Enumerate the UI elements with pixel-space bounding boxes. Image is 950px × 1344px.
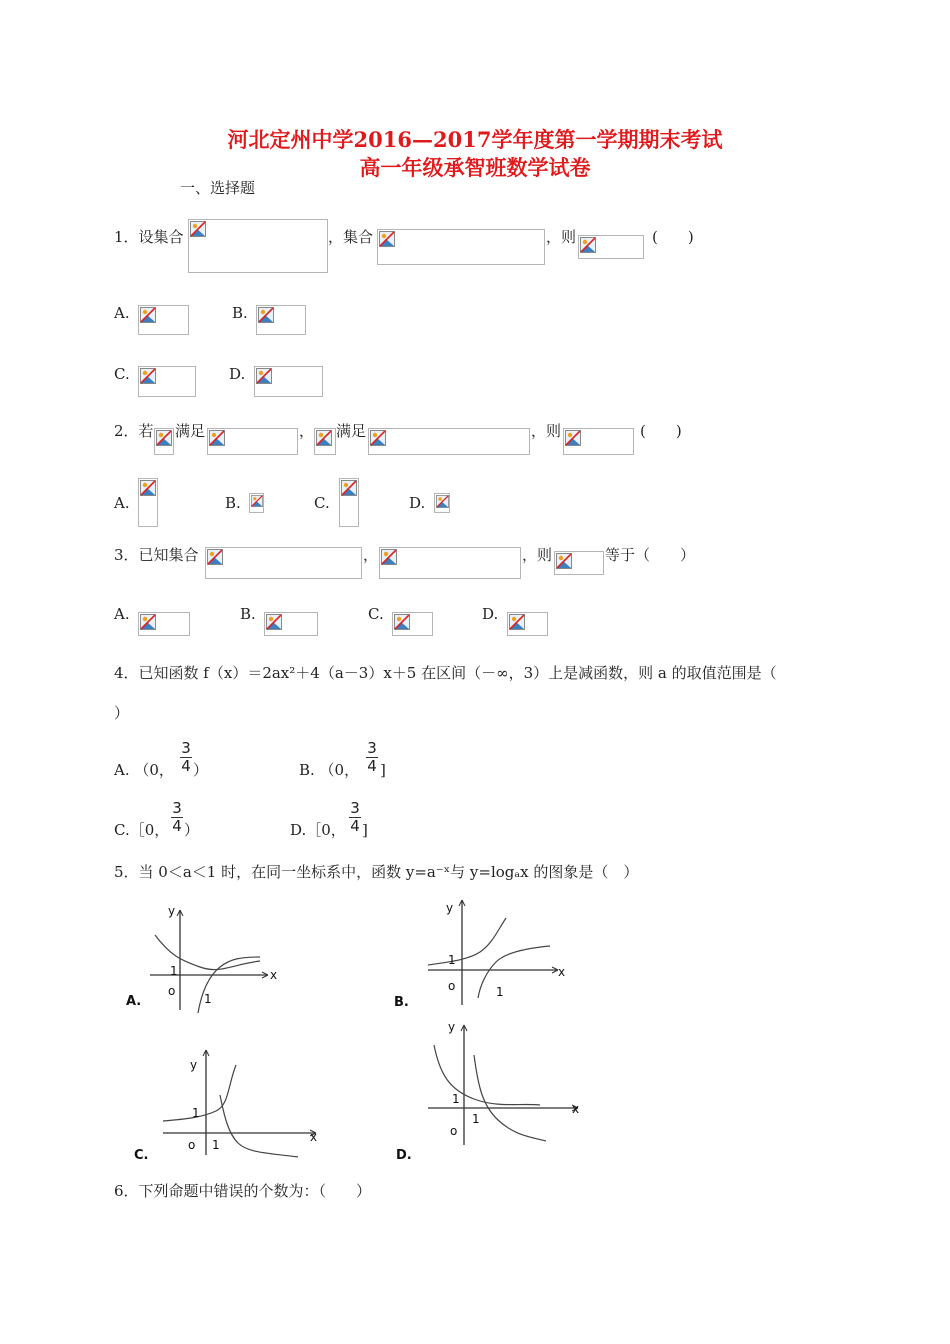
q2-text-1: 2．若 — [114, 422, 154, 440]
q2-option-d: D. — [409, 494, 426, 512]
axis-y-label: y — [190, 1058, 198, 1072]
q2-text-2: 满足 — [175, 422, 206, 440]
formula-image — [254, 366, 323, 397]
formula-image — [264, 612, 318, 636]
section-heading: 一、选择题 — [180, 179, 256, 197]
fraction-three-quarters — [348, 800, 362, 835]
q3-option-d: D. — [482, 605, 499, 623]
tick-one-x: 1 — [472, 1112, 480, 1126]
tick-one-y: 1 — [448, 953, 456, 967]
q1-text-1: 1．设集合 — [114, 228, 184, 246]
formula-image — [256, 305, 306, 335]
denominator: 4 — [172, 817, 182, 835]
origin-label: o — [448, 979, 456, 993]
q2-text-3: ， — [299, 422, 315, 440]
formula-image — [379, 547, 521, 579]
axis-y-label: y — [446, 901, 454, 915]
formula-image — [563, 428, 634, 455]
formula-image — [138, 478, 158, 527]
broken-image-icon — [258, 307, 274, 323]
q4-option-b-pre: B. （0， — [299, 761, 360, 779]
graph-b-label: B. — [394, 995, 409, 1010]
q4-option-a-post: ） — [193, 761, 209, 779]
graph-a-label: A. — [126, 994, 142, 1009]
formula-image — [138, 612, 190, 636]
formula-image — [392, 612, 433, 636]
broken-image-icon — [509, 614, 525, 630]
graph-option-b — [388, 890, 578, 1015]
q2-text-5: ，则 — [531, 422, 562, 440]
broken-image-icon — [341, 480, 357, 496]
broken-image-icon — [140, 368, 156, 384]
formula-image — [207, 428, 298, 455]
q2-text-4: 满足 — [336, 422, 367, 440]
numerator: 3 — [350, 799, 360, 817]
q4-option-c-pre: C.［0， — [114, 821, 170, 839]
q4-text: 4．已知函数 f（x）＝2ax²＋4（a－3）x＋5 在区间（－∞，3）上是减函数，则 a 的取值范围是（ — [114, 664, 777, 682]
graph-option-a — [120, 895, 290, 1020]
axis-x-label: x — [572, 1102, 580, 1116]
tick-one-y: 1 — [192, 1106, 200, 1120]
broken-image-icon — [580, 237, 596, 253]
formula-image — [368, 428, 530, 455]
q3-option-b: B. — [240, 605, 256, 623]
numerator: 3 — [172, 799, 182, 817]
broken-image-icon — [436, 495, 449, 508]
q1-option-d: D. — [229, 365, 246, 383]
broken-image-icon — [556, 553, 572, 569]
q1-option-b: B. — [232, 304, 248, 322]
broken-image-icon — [266, 614, 282, 630]
tick-one-y: 1 — [170, 964, 178, 978]
graph-c-label: C. — [134, 1148, 149, 1163]
q2-option-a: A. — [114, 494, 130, 512]
tick-one-x: 1 — [496, 985, 504, 999]
broken-image-icon — [140, 307, 156, 323]
formula-image — [154, 428, 174, 455]
broken-image-icon — [316, 430, 332, 446]
fraction-three-quarters — [170, 800, 184, 835]
formula-image — [138, 305, 189, 335]
origin-label: o — [168, 984, 176, 998]
broken-image-icon — [190, 221, 206, 237]
origin-label: o — [188, 1138, 196, 1152]
broken-image-icon — [207, 549, 223, 565]
broken-image-icon — [370, 430, 386, 446]
formula-image — [507, 612, 548, 636]
denominator: 4 — [367, 757, 377, 775]
q2-option-b: B. — [225, 494, 241, 512]
exam-title-line2: 高一年级承智班数学试卷 — [359, 155, 591, 180]
axis-x-label: x — [270, 968, 278, 982]
formula-image — [377, 229, 545, 265]
origin-label: o — [450, 1124, 458, 1138]
formula-image — [314, 428, 336, 455]
q5-text: 5．当 0＜a＜1 时，在同一坐标系中，函数 y=a⁻ˣ与 y=logₐx 的图象是（ ） — [114, 863, 639, 881]
formula-image — [434, 493, 450, 513]
formula-image — [249, 493, 264, 513]
exam-title-line1: 河北定州中学2016—2017学年度第一学期期末考试 — [227, 127, 723, 152]
tick-one-y: 1 — [452, 1092, 460, 1106]
q6-text: 6．下列命题中错误的个数为：（ ） — [114, 1182, 372, 1200]
broken-image-icon — [140, 480, 156, 496]
numerator: 3 — [181, 739, 191, 757]
broken-image-icon — [140, 614, 156, 630]
q1-paren: ( ) — [652, 228, 694, 246]
q2-option-c: C. — [314, 494, 330, 512]
broken-image-icon — [394, 614, 410, 630]
formula-image — [138, 366, 196, 397]
q4-option-a-pre: A. （0， — [114, 761, 174, 779]
q4-option-d-pre: D.［0， — [290, 821, 346, 839]
q3-option-a: A. — [114, 605, 130, 623]
tick-one-x: 1 — [212, 1138, 220, 1152]
q1-option-a: A. — [114, 304, 130, 322]
q4-option-c-post: ） — [184, 821, 200, 839]
formula-image — [339, 478, 359, 527]
broken-image-icon — [251, 495, 263, 507]
axis-y-label: y — [168, 904, 176, 918]
graph-option-c — [128, 1045, 328, 1165]
formula-image — [554, 551, 604, 575]
tick-one-x: 1 — [204, 992, 212, 1006]
axis-x-label: x — [310, 1130, 318, 1144]
formula-image — [205, 547, 362, 579]
broken-image-icon — [209, 430, 225, 446]
q3-text-1: 3．已知集合 — [114, 546, 199, 564]
axis-y-label: y — [448, 1020, 456, 1034]
denominator: 4 — [350, 817, 360, 835]
formula-image — [188, 219, 328, 273]
formula-image — [578, 235, 644, 259]
graph-d-label: D. — [396, 1148, 412, 1163]
broken-image-icon — [379, 231, 395, 247]
q4-option-d-post: ] — [362, 821, 368, 839]
broken-image-icon — [156, 430, 172, 446]
q1-option-c: C. — [114, 365, 130, 383]
q4-close-paren: ） — [114, 704, 130, 722]
q3-text-2: ， — [363, 546, 379, 564]
fraction-three-quarters — [179, 740, 193, 775]
fraction-three-quarters — [365, 740, 379, 775]
q4-option-b-post: ] — [380, 761, 386, 779]
numerator: 3 — [367, 739, 377, 757]
graph-option-d — [390, 1015, 590, 1165]
broken-image-icon — [565, 430, 581, 446]
broken-image-icon — [381, 549, 397, 565]
q2-paren: ( ) — [640, 422, 682, 440]
q1-text-3: ，则 — [546, 228, 577, 246]
broken-image-icon — [256, 368, 272, 384]
q3-text-3: ，则 — [522, 546, 553, 564]
q3-option-c: C. — [368, 605, 384, 623]
q1-text-2: ，集合 — [328, 228, 374, 246]
axis-x-label: x — [558, 965, 566, 979]
q3-text-4: 等于（ ） — [605, 546, 696, 564]
denominator: 4 — [181, 757, 191, 775]
